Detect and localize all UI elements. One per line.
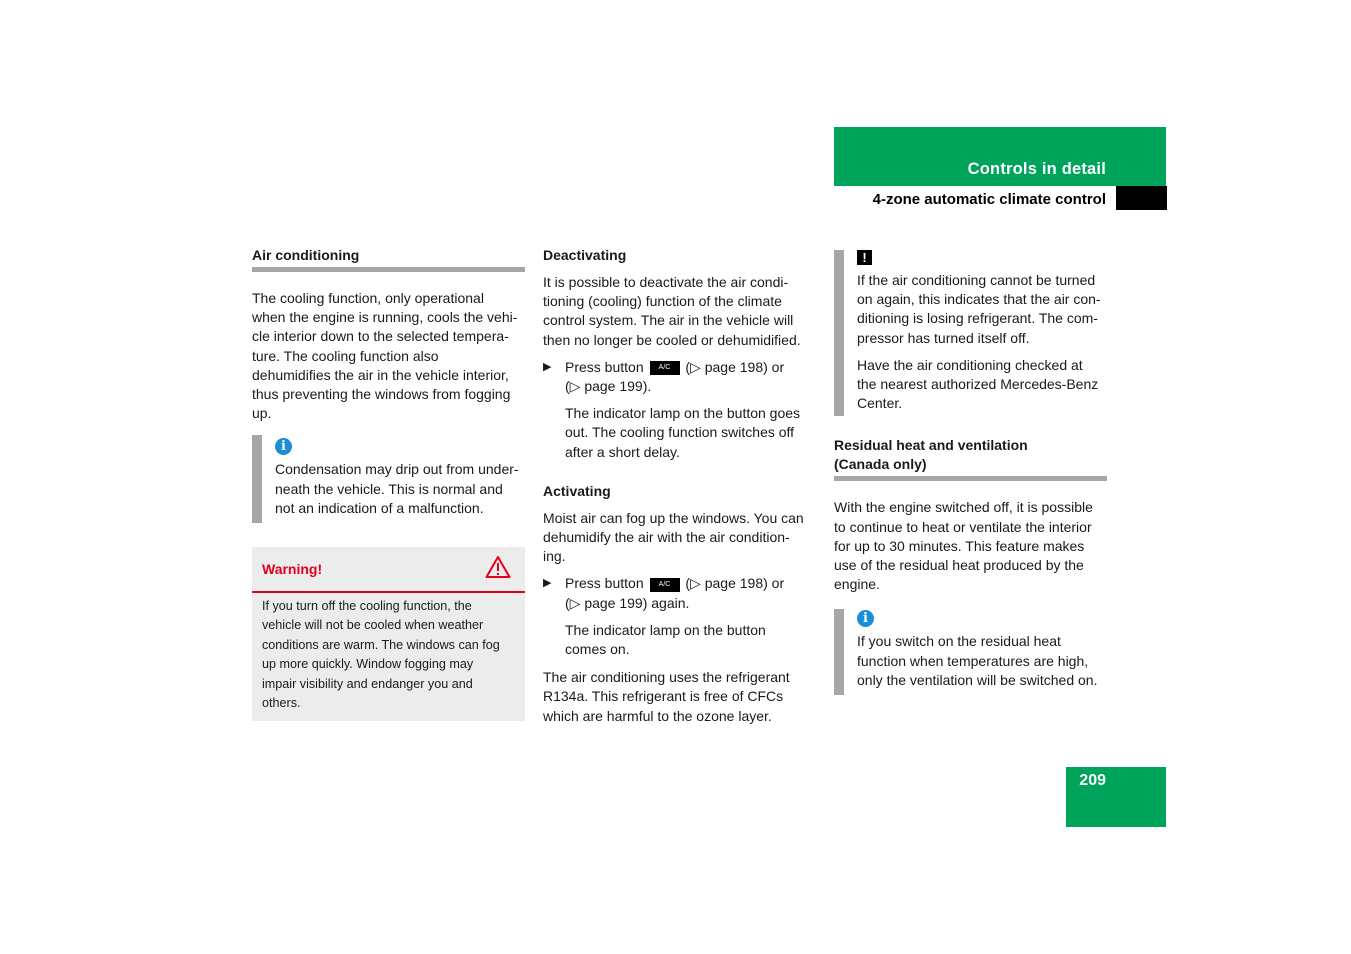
condensation-note-text: Condensation may drip out from under- neath the vehicle. This is normal and not an indication of a malfunction. <box>275 461 519 516</box>
note-bar <box>834 609 844 695</box>
note-bar <box>252 435 262 523</box>
caution-text-1: If the air conditioning cannot be turned on again, this indicates that the air con- ditioning is losing refrigerant. The com- pressor has turned itself off. <box>857 272 1101 346</box>
heading-rule <box>252 267 525 272</box>
info-icon: i <box>857 610 874 627</box>
page-reference: (▷ page 198) or <box>685 575 785 592</box>
left-column <box>252 246 525 721</box>
deactivate-step <box>543 358 818 396</box>
warning-triangle-icon <box>485 555 511 584</box>
warning-text: If you turn off the cooling function, the vehicle will not be cooled when weather conditions are warm. The windows can fog up more quickly. Window fogging may impair visibility and endanger you and others. <box>262 599 500 711</box>
air-conditioning-heading: Air conditioning <box>252 247 360 263</box>
warning-title: Warning! <box>262 561 323 578</box>
page-reference: (▷ page 198) or <box>685 358 785 375</box>
page-reference: (▷ page 199) again. <box>565 594 690 611</box>
activate-result: The indicator lamp on the button comes on. <box>565 621 766 658</box>
note-bar <box>834 250 844 416</box>
residual-note-text: If you switch on the residual heat function when temperatures are high, only the ventilation will be switched on. <box>857 633 1098 688</box>
header-tab-marker <box>1116 186 1167 210</box>
caution-note <box>834 250 1107 416</box>
caution-text-2: Have the air conditioning checked at the nearest authorized Mercedes-Benz Center. <box>857 356 1099 412</box>
warning-header <box>252 547 525 593</box>
deactivate-result: The indicator lamp on the button goes out. The cooling function switches off after a short delay. <box>565 405 801 460</box>
exclamation-icon: ! <box>857 250 872 265</box>
refrigerant-text: The air conditioning uses the refrigerant R134a. This refrigerant is free of CFCs which are harmful to the ozone layer. <box>543 669 790 724</box>
right-column <box>834 250 1107 695</box>
activate-step <box>543 574 818 612</box>
air-conditioning-body: The cooling function, only operational when the engine is running, cools the vehi- cle interior down to the selected tempera- ture. The cooling function also dehumidifies the air in the vehicle interior, thus preventing the windows from fogging up. <box>252 290 518 422</box>
warning-box <box>252 547 525 721</box>
heading-rule <box>834 476 1107 481</box>
deactivating-body: It is possible to deactivate the air condi- tioning (cooling) function of the climate control system. The air in the vehicle will then no longer be cooled or dehumidified. <box>543 274 801 348</box>
residual-heat-heading: Residual heat and ventilation (Canada only) <box>834 437 1028 473</box>
deactivating-heading: Deactivating <box>543 247 627 263</box>
residual-heat-info-note <box>834 609 1107 695</box>
triangle-bullet-icon: ▶ <box>543 577 552 590</box>
subsection-title: 4-zone automatic climate control <box>872 191 1106 208</box>
ac-button-icon: A/C <box>650 361 680 375</box>
step-text: Press button <box>565 575 644 592</box>
residual-heat-body: With the engine switched off, it is possible to continue to heat or ventilate the interior for up to 30 minutes. This feature makes use of the residual heat produced by the engine. <box>834 499 1093 593</box>
section-title: Controls in detail <box>967 160 1106 178</box>
ac-button-icon: A/C <box>650 578 680 592</box>
activating-body: Moist air can fog up the windows. You can dehumidify the air with the air condition- ing. <box>543 509 804 565</box>
page-reference: (▷ page 199). <box>565 378 652 395</box>
step-text: Press button <box>565 358 644 375</box>
activating-heading: Activating <box>543 482 611 499</box>
triangle-bullet-icon: ▶ <box>543 360 552 373</box>
condensation-info-note <box>252 435 525 523</box>
middle-column <box>543 246 818 726</box>
page-number: 209 <box>1079 772 1106 789</box>
info-icon: i <box>275 438 292 455</box>
